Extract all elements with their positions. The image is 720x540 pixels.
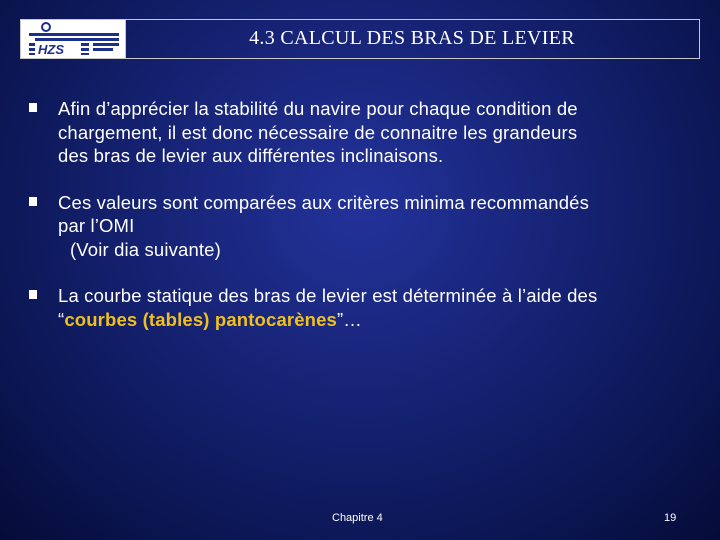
bullet-item (28, 284, 700, 331)
quote-open: “ (58, 308, 65, 330)
square-bullet-icon (29, 290, 37, 299)
bullet-line: Afin d’apprécier la stabilité du navire pour chaque condition de (58, 98, 578, 119)
bullet-item (28, 191, 700, 262)
logo-text: HZS (38, 42, 64, 57)
bullet-line: La courbe statique des bras de levier est déterminée à l’aide des (58, 285, 598, 306)
bullet-line: (Voir dia suivante) (70, 238, 221, 260)
square-bullet-icon (29, 103, 37, 112)
bullet-item (28, 97, 700, 168)
slide-title: 4.3 CALCUL DES BRAS DE LEVIER (249, 27, 575, 49)
bullet-list (28, 97, 700, 354)
bullet-line: des bras de levier aux différentes inclinaisons. (58, 145, 444, 166)
bullet-line: par l’OMI (58, 215, 135, 236)
hzs-logo (21, 20, 126, 58)
footer-chapter: Chapitre 4 (332, 512, 383, 524)
quote-close: ”… (337, 308, 362, 330)
bullet-line: Ces valeurs sont comparées aux critères minima recommandés (58, 191, 590, 213)
page-number: 19 (664, 512, 677, 524)
bullet-line: chargement, il est donc nécessaire de connaitre les grandeurs (58, 121, 578, 143)
square-bullet-icon (29, 197, 37, 206)
anchor-ship-icon (21, 20, 125, 58)
title-bar (20, 19, 700, 59)
bullet-line-highlight (58, 308, 700, 332)
highlight-text: courbes (tables) pantocarènes (64, 308, 337, 330)
